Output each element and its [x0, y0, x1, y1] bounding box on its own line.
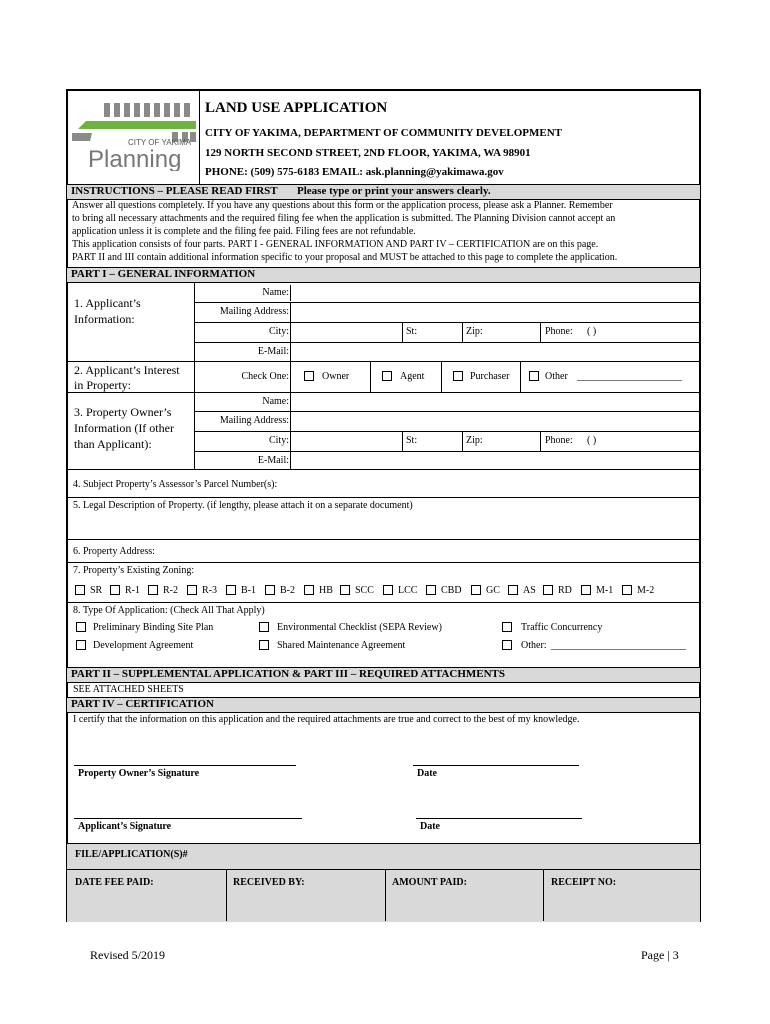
part1-heading: PART I – GENERAL INFORMATION — [71, 268, 256, 280]
app-development-agreement-checkbox[interactable] — [76, 640, 86, 650]
owner-zip-field[interactable]: Zip: — [462, 432, 541, 451]
owner-label: Information (If other — [74, 421, 174, 435]
app-binding-site-plan-checkbox[interactable] — [76, 622, 86, 632]
parcel-label: 4. Subject Property’s Assessor’s Parcel Number(s): — [73, 479, 278, 490]
dept-address: 129 NORTH SECOND STREET, 2ND FLOOR, YAKIMA, WA 98901 — [205, 147, 531, 159]
zoning-cbd-checkbox[interactable] — [426, 585, 436, 595]
owner-date-line[interactable] — [413, 765, 579, 766]
amount-paid-label: AMOUNT PAID: — [392, 877, 467, 888]
interest-purchaser-checkbox[interactable] — [453, 371, 463, 381]
applicant-phone-field[interactable]: Phone: ( ) — [540, 323, 701, 342]
app-type-option: Environmental Checklist (SEPA Review) — [277, 622, 442, 633]
zoning-hb-checkbox[interactable] — [304, 585, 314, 595]
revised-date: Revised 5/2019 — [90, 948, 165, 962]
applicant-email-field[interactable] — [290, 343, 701, 361]
applicant-label: 1. Applicant’s — [74, 296, 141, 310]
owner-name-field[interactable] — [290, 393, 701, 411]
interest-other-label: Other — [545, 371, 568, 382]
parcel-field[interactable] — [310, 472, 698, 496]
app-type-option: Development Agreement — [93, 640, 194, 651]
instructions-line: application unless it is complete and the filing fee paid. Filing fees are not refundable. — [72, 226, 416, 237]
interest-owner-label: Owner — [322, 371, 350, 382]
owner-label: than Applicant): — [74, 437, 152, 451]
part2-header — [67, 667, 700, 683]
zoning-option: GC — [486, 585, 500, 596]
zoning-lcc-checkbox[interactable] — [383, 585, 393, 595]
zoning-option: R-2 — [163, 585, 178, 596]
legal-description-field[interactable] — [70, 513, 698, 537]
zoning-scc-checkbox[interactable] — [340, 585, 350, 595]
interest-other-field[interactable]: _____________________ — [577, 371, 682, 382]
instructions-note: Please type or print your answers clearly. — [297, 185, 491, 197]
zoning-as-checkbox[interactable] — [508, 585, 518, 595]
dept-contact: PHONE: (509) 575-6183 EMAIL: ask.planning@yakimawa.gov — [205, 166, 504, 178]
app-type-option: Shared Maintenance Agreement — [277, 640, 406, 651]
zoning-rd-checkbox[interactable] — [543, 585, 553, 595]
part1-header — [67, 267, 700, 283]
owner-phone-field[interactable]: Phone: ( ) — [540, 432, 701, 451]
zoning-sr-checkbox[interactable] — [75, 585, 85, 595]
instructions-heading: INSTRUCTIONS – PLEASE READ FIRST — [71, 185, 278, 197]
file-application-label: FILE/APPLICATION(S)# — [75, 849, 188, 860]
interest-agent-checkbox[interactable] — [382, 371, 392, 381]
part4-heading: PART IV – CERTIFICATION — [71, 698, 214, 710]
zoning-m1-checkbox[interactable] — [581, 585, 591, 595]
zoning-option: M-2 — [637, 585, 655, 596]
zoning-r2-checkbox[interactable] — [148, 585, 158, 595]
applicant-city-field[interactable] — [290, 323, 403, 342]
zoning-option: AS — [523, 585, 536, 596]
legal-description-label: 5. Legal Description of Property. (if lengthy, please attach it on a separate document) — [73, 500, 413, 511]
logo-line2: Planning — [88, 146, 182, 171]
applicant-date-label: Date — [420, 821, 440, 832]
owner-mailing-field[interactable] — [290, 412, 701, 431]
part4-header — [67, 697, 700, 713]
zoning-option: B-2 — [280, 585, 295, 596]
logo-line1: CITY OF YAKIMA — [128, 138, 192, 147]
interest-label: 2. Applicant’s Interest — [74, 363, 180, 377]
applicant-signature-label: Applicant’s Signature — [78, 821, 172, 832]
instructions-line: This application consists of four parts. PART I - GENERAL INFORMATION AND PART IV – CERTIFICATION are on this page. — [72, 239, 599, 250]
zoning-option: RD — [558, 585, 572, 596]
owner-city-field[interactable] — [290, 432, 403, 451]
page-number: Page | 3 — [641, 948, 679, 962]
certification-statement: I certify that the information on this application and the required attachments are true and correct to the best of my knowledge. — [73, 714, 580, 725]
owner-city-label: City: — [268, 435, 289, 446]
form-title: LAND USE APPLICATION — [205, 100, 388, 116]
zoning-option: SCC — [355, 585, 374, 596]
check-one-label: Check One: — [241, 371, 289, 382]
applicant-email-label: E-Mail: — [257, 346, 289, 357]
applicant-mailing-field[interactable] — [290, 303, 701, 322]
zoning-option: B-1 — [241, 585, 256, 596]
app-shared-maintenance-checkbox[interactable] — [259, 640, 269, 650]
applicant-name-field[interactable] — [290, 285, 701, 301]
app-type-option: Other: — [521, 640, 547, 651]
interest-label: in Property: — [74, 378, 131, 392]
interest-purchaser-label: Purchaser — [470, 371, 510, 382]
instructions-line: to bring all necessary attachments and the required filing fee when the application is submitted. The Planning Division cannot accept an — [72, 213, 616, 224]
zoning-option: R-3 — [202, 585, 217, 596]
zoning-option: LCC — [398, 585, 418, 596]
app-sepa-checkbox[interactable] — [259, 622, 269, 632]
applicant-zip-field[interactable]: Zip: — [462, 323, 541, 342]
instructions-line: Answer all questions completely. If you have any questions about this form or the application process, please ask a Planner. Remember — [72, 200, 613, 211]
applicant-label: Information: — [74, 312, 135, 326]
header-divider — [199, 90, 200, 184]
received-by-label: RECEIVED BY: — [233, 877, 305, 888]
zoning-label: 7. Property’s Existing Zoning: — [73, 565, 195, 576]
zoning-option: R-1 — [125, 585, 140, 596]
interest-agent-label: Agent — [400, 371, 425, 382]
applicant-city-label: City: — [268, 326, 289, 337]
interest-other-checkbox[interactable] — [529, 371, 539, 381]
instructions-line: PART II and III contain additional information specific to your proposal and MUST be attached to this page to complete the application. — [72, 252, 618, 263]
zoning-r1-checkbox[interactable] — [110, 585, 120, 595]
applicant-date-line[interactable] — [416, 818, 582, 819]
app-type-option: Traffic Concurrency — [521, 622, 603, 633]
zoning-gc-checkbox[interactable] — [471, 585, 481, 595]
app-type-option: Preliminary Binding Site Plan — [93, 622, 214, 633]
applicant-state-field[interactable]: St: — [402, 323, 463, 342]
app-other-checkbox[interactable] — [502, 640, 512, 650]
owner-signature-line[interactable] — [74, 765, 296, 766]
owner-state-field[interactable]: St: — [402, 432, 463, 451]
part2-note: SEE ATTACHED SHEETS — [73, 684, 184, 695]
applicant-mailing-label: Mailing Address: — [219, 306, 289, 317]
owner-label: 3. Property Owner’s — [74, 405, 172, 419]
zoning-option: CBD — [441, 585, 462, 596]
interest-owner-checkbox[interactable] — [304, 371, 314, 381]
owner-date-label: Date — [417, 768, 437, 779]
property-address-field[interactable] — [170, 541, 698, 561]
owner-mailing-label: Mailing Address: — [219, 415, 289, 426]
zoning-option: SR — [90, 585, 103, 596]
department: CITY OF YAKIMA, DEPARTMENT OF COMMUNITY DEVELOPMENT — [205, 127, 563, 139]
owner-signature-label: Property Owner’s Signature — [78, 768, 200, 779]
zoning-b2-checkbox[interactable] — [265, 585, 275, 595]
zoning-m2-checkbox[interactable] — [622, 585, 632, 595]
zoning-r3-checkbox[interactable] — [187, 585, 197, 595]
part2-heading: PART II – SUPPLEMENTAL APPLICATION & PART III – REQUIRED ATTACHMENTS — [71, 668, 505, 680]
date-fee-paid-label: DATE FEE PAID: — [75, 877, 154, 888]
app-type-label: 8. Type Of Application: (Check All That Apply) — [73, 605, 265, 616]
receipt-no-label: RECEIPT NO: — [551, 877, 617, 888]
owner-email-label: E-Mail: — [257, 455, 289, 466]
applicant-name-label: Name: — [262, 287, 289, 298]
instructions-header — [67, 184, 700, 200]
applicant-signature-line[interactable] — [74, 818, 302, 819]
zoning-option: M-1 — [596, 585, 614, 596]
zoning-option: HB — [319, 585, 333, 596]
app-other-field[interactable]: ___________________________ — [551, 640, 686, 651]
zoning-b1-checkbox[interactable] — [226, 585, 236, 595]
owner-email-field[interactable] — [290, 452, 701, 469]
app-traffic-concurrency-checkbox[interactable] — [502, 622, 512, 632]
owner-name-label: Name: — [262, 396, 289, 407]
property-address-label: 6. Property Address: — [73, 546, 155, 557]
